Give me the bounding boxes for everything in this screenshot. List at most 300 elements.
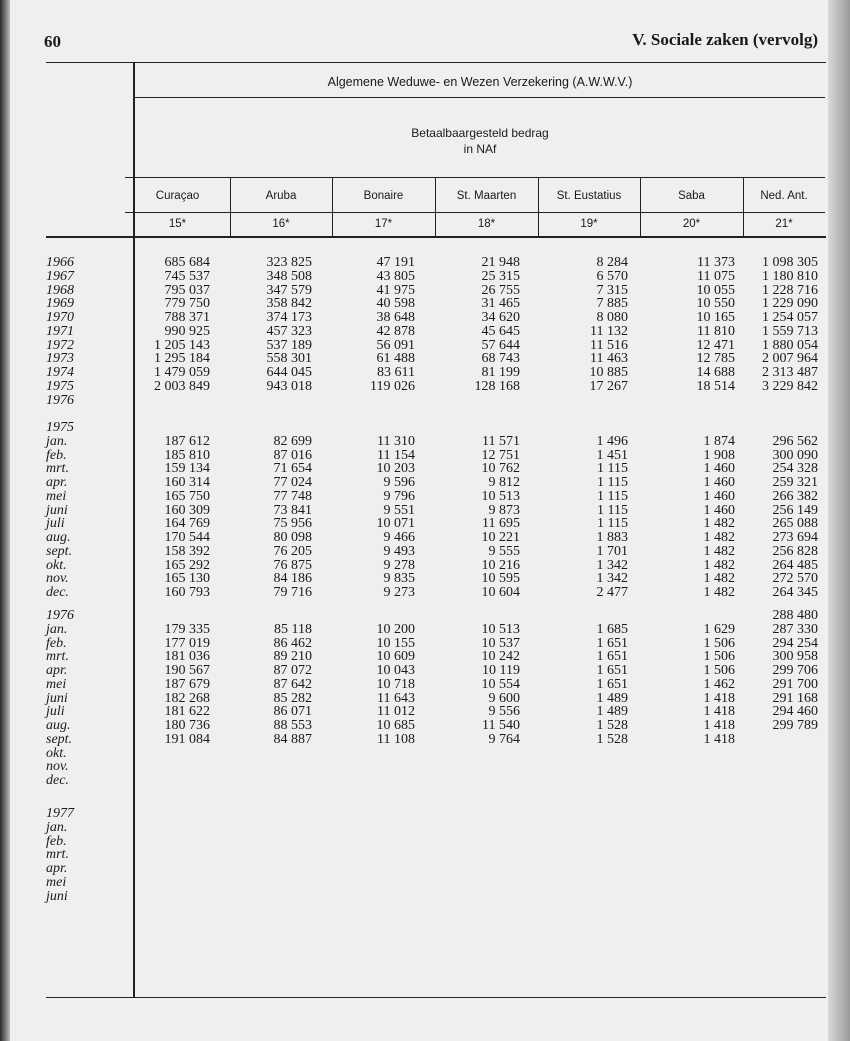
table-row xyxy=(0,559,850,573)
column-divider xyxy=(230,177,231,236)
cell-value: 299 789 xyxy=(772,718,818,733)
table-subtitle xyxy=(135,125,825,157)
cell-value: 10 119 xyxy=(482,663,520,678)
column-header-aruba: Aruba xyxy=(265,190,297,202)
row-label: dec. xyxy=(46,773,69,788)
table-row xyxy=(0,517,850,531)
column-number: 18* xyxy=(477,218,496,230)
row-label: 1974 xyxy=(46,365,74,380)
row-label: okt. xyxy=(46,557,67,573)
cell-value: 11 571 xyxy=(482,433,520,449)
cell-value: 164 769 xyxy=(164,516,210,532)
cell-value: 9 596 xyxy=(383,475,415,490)
cell-value: 9 873 xyxy=(488,502,520,518)
row-label: 1969 xyxy=(46,296,74,312)
table-row xyxy=(0,807,850,821)
cell-value: 10 221 xyxy=(481,530,520,545)
cell-value: 86 071 xyxy=(273,704,312,720)
cell-value: 41 975 xyxy=(376,282,415,298)
table-title: Algemene Weduwe- en Wezen Verzekering (A.W.W.V.) xyxy=(327,75,633,89)
cell-value: 347 579 xyxy=(266,282,312,298)
cell-value: 10 595 xyxy=(481,571,520,587)
cell-value: 2 007 964 xyxy=(762,351,818,367)
table-row xyxy=(0,650,850,664)
cell-value: 2 003 849 xyxy=(154,378,210,394)
cell-value: 87 016 xyxy=(273,447,312,463)
column-number: 17* xyxy=(374,218,393,230)
cell-value: 89 210 xyxy=(273,649,312,665)
cell-value: 1 115 xyxy=(597,475,628,490)
cell-value: 10 762 xyxy=(481,461,520,477)
row-label: feb. xyxy=(46,833,67,849)
cell-value: 795 037 xyxy=(164,282,210,298)
cell-value: 1 460 xyxy=(703,488,735,504)
cell-value: 56 091 xyxy=(376,337,415,353)
column-divider xyxy=(332,177,333,236)
cell-value: 685 684 xyxy=(164,255,210,270)
column-number: 16* xyxy=(272,218,290,230)
row-label: 1971 xyxy=(46,323,74,339)
row-label: sept. xyxy=(46,731,73,747)
table-row xyxy=(0,380,850,394)
cell-value: 259 321 xyxy=(772,475,818,490)
cell-value: 7 315 xyxy=(596,282,628,298)
cell-value: 272 570 xyxy=(772,571,818,587)
cell-value: 990 925 xyxy=(164,323,210,339)
cell-value: 11 012 xyxy=(377,704,415,720)
cell-value: 82 699 xyxy=(273,433,312,449)
cell-value: 3 229 842 xyxy=(762,378,818,394)
cell-value: 294 254 xyxy=(772,635,818,651)
table-row xyxy=(0,705,850,719)
cell-value: 42 878 xyxy=(376,323,415,339)
table-row xyxy=(0,637,850,651)
cell-value: 1 342 xyxy=(596,557,628,573)
cell-value: 1 651 xyxy=(596,676,628,692)
cell-value: 191 084 xyxy=(164,731,210,747)
cell-value: 1 880 054 xyxy=(762,337,818,353)
cell-value: 18 514 xyxy=(696,378,735,394)
cell-value: 10 685 xyxy=(376,718,415,733)
cell-value: 1 559 713 xyxy=(762,323,818,339)
cell-value: 128 168 xyxy=(474,378,520,394)
cell-value: 10 165 xyxy=(696,310,735,325)
subtitle-line-2: in NAf xyxy=(463,142,497,156)
cell-value: 165 292 xyxy=(164,557,210,573)
cell-value: 10 513 xyxy=(481,621,520,637)
row-label: 1975 xyxy=(46,420,74,435)
table-row xyxy=(0,876,850,890)
table-top-rule xyxy=(46,62,826,63)
row-label: juli xyxy=(46,516,65,532)
cell-value: 21 948 xyxy=(481,255,520,270)
cell-value: 1 908 xyxy=(703,447,735,463)
cell-value: 79 716 xyxy=(273,585,312,600)
table-row xyxy=(0,325,850,339)
table-row xyxy=(0,890,850,904)
cell-value: 264 485 xyxy=(772,557,818,573)
table-row xyxy=(0,311,850,325)
cell-value: 10 071 xyxy=(376,516,415,532)
row-label: mrt. xyxy=(46,847,69,863)
cell-value: 86 462 xyxy=(273,635,312,651)
cell-value: 7 885 xyxy=(596,296,628,312)
cell-value: 254 328 xyxy=(772,461,818,477)
cell-value: 358 842 xyxy=(266,296,312,312)
table-row xyxy=(0,821,850,835)
cell-value: 1 489 xyxy=(596,704,628,720)
cell-value: 11 154 xyxy=(377,447,415,463)
cell-value: 1 506 xyxy=(703,663,735,678)
row-label: feb. xyxy=(46,635,67,651)
cell-value: 11 810 xyxy=(697,323,735,339)
cell-value: 2 477 xyxy=(596,585,628,600)
cell-value: 287 330 xyxy=(772,621,818,637)
cell-value: 71 654 xyxy=(273,461,312,477)
cell-value: 88 553 xyxy=(273,718,312,733)
table-row xyxy=(0,270,850,284)
cell-value: 300 958 xyxy=(772,649,818,665)
row-label: mrt. xyxy=(46,649,69,665)
cell-value: 1 482 xyxy=(703,530,735,545)
cell-value: 457 323 xyxy=(266,323,312,339)
cell-value: 9 466 xyxy=(383,530,415,545)
table-row xyxy=(0,678,850,692)
cell-value: 26 755 xyxy=(481,282,520,298)
cell-value: 87 642 xyxy=(273,676,312,692)
cell-value: 265 088 xyxy=(772,516,818,532)
cell-value: 1 460 xyxy=(703,502,735,518)
cell-value: 68 743 xyxy=(481,351,520,367)
cell-value: 291 168 xyxy=(772,690,818,706)
cell-value: 9 273 xyxy=(383,585,415,600)
cell-value: 264 345 xyxy=(772,585,818,600)
row-label: 1968 xyxy=(46,282,74,298)
cell-value: 1 460 xyxy=(703,475,735,490)
cell-value: 1 482 xyxy=(703,557,735,573)
cell-value: 11 310 xyxy=(377,433,415,449)
cell-value: 1 418 xyxy=(703,690,735,706)
row-label: 1970 xyxy=(46,310,74,325)
column-header-st-eustatius: St. Eustatius xyxy=(556,190,622,202)
cell-value: 11 132 xyxy=(590,323,628,339)
cell-value: 1 229 090 xyxy=(762,296,818,312)
row-label: nov. xyxy=(46,571,69,587)
row-label: mei xyxy=(46,874,67,890)
cell-value: 187 679 xyxy=(164,676,210,692)
cell-value: 1 418 xyxy=(703,704,735,720)
cell-value: 76 205 xyxy=(273,543,312,559)
cell-value: 85 282 xyxy=(273,690,312,706)
table-row xyxy=(0,545,850,559)
cell-value: 745 537 xyxy=(164,268,210,284)
table-row xyxy=(0,435,850,449)
cell-value: 1 489 xyxy=(596,690,628,706)
cell-value: 2 313 487 xyxy=(762,365,818,380)
row-label: 1966 xyxy=(46,255,74,270)
column-header-saba: Saba xyxy=(678,190,705,202)
cell-value: 158 392 xyxy=(164,543,210,559)
cell-value: 273 694 xyxy=(772,530,818,545)
cell-value: 61 488 xyxy=(376,351,415,367)
row-label: mei xyxy=(46,488,67,504)
cell-value: 9 812 xyxy=(488,475,520,490)
cell-value: 1 115 xyxy=(597,488,628,504)
cell-value: 10 155 xyxy=(376,635,415,651)
cell-value: 185 810 xyxy=(164,447,210,463)
table-row xyxy=(0,760,850,774)
cell-value: 1 528 xyxy=(596,731,628,747)
row-label: 1973 xyxy=(46,351,74,367)
column-number: 15* xyxy=(168,218,187,230)
cell-value: 10 200 xyxy=(376,621,415,637)
cell-value: 300 090 xyxy=(772,447,818,463)
cell-value: 9 796 xyxy=(383,488,415,504)
cell-value: 12 785 xyxy=(696,351,735,367)
row-label: feb. xyxy=(46,447,67,463)
cell-value: 11 373 xyxy=(697,255,735,270)
row-label: mrt. xyxy=(46,461,69,477)
cell-value: 11 075 xyxy=(697,268,735,284)
cell-value: 256 149 xyxy=(772,502,818,518)
cell-value: 1 180 810 xyxy=(762,268,818,284)
table-row xyxy=(0,623,850,637)
cell-value: 1 115 xyxy=(597,461,628,477)
cell-value: 10 537 xyxy=(481,635,520,651)
cell-value: 25 315 xyxy=(481,268,520,284)
cell-value: 10 604 xyxy=(481,585,520,600)
table-row xyxy=(0,862,850,876)
cell-value: 181 622 xyxy=(164,704,210,720)
table-row xyxy=(0,421,850,435)
cell-value: 8 080 xyxy=(596,310,628,325)
table-row xyxy=(0,572,850,586)
column-divider xyxy=(743,177,744,236)
cell-value: 1 874 xyxy=(703,433,735,449)
cell-value: 1 685 xyxy=(596,621,628,637)
cell-value: 45 645 xyxy=(481,323,520,339)
cell-value: 323 825 xyxy=(266,255,312,270)
table-row xyxy=(0,692,850,706)
cell-value: 9 278 xyxy=(383,557,415,573)
cell-value: 9 835 xyxy=(383,571,415,587)
table-row xyxy=(0,297,850,311)
cell-value: 12 751 xyxy=(481,447,520,463)
row-label: apr. xyxy=(46,475,68,490)
cell-value: 17 267 xyxy=(589,378,628,394)
cell-value: 779 750 xyxy=(164,296,210,312)
table-row xyxy=(0,719,850,733)
cell-value: 160 793 xyxy=(164,585,210,600)
cell-value: 1 701 xyxy=(596,543,628,559)
table-row xyxy=(0,256,850,270)
cell-value: 10 242 xyxy=(481,649,520,665)
cell-value: 81 199 xyxy=(481,365,520,380)
cell-value: 1 418 xyxy=(703,731,735,747)
row-label: juni xyxy=(46,690,68,706)
cell-value: 76 875 xyxy=(273,557,312,573)
cell-value: 558 301 xyxy=(266,351,312,367)
cell-value: 9 493 xyxy=(383,543,415,559)
cell-value: 299 706 xyxy=(772,663,818,678)
header-rule-bottom xyxy=(46,236,826,238)
table-row xyxy=(0,449,850,463)
cell-value: 1 482 xyxy=(703,571,735,587)
cell-value: 10 885 xyxy=(589,365,628,380)
cell-value: 11 463 xyxy=(590,351,628,367)
cell-value: 9 551 xyxy=(383,502,415,518)
cell-value: 1 528 xyxy=(596,718,628,733)
cell-value: 75 956 xyxy=(273,516,312,532)
cell-value: 1 418 xyxy=(703,718,735,733)
cell-value: 57 644 xyxy=(481,337,520,353)
row-label: aug. xyxy=(46,718,71,733)
row-label: mei xyxy=(46,676,67,692)
cell-value: 165 130 xyxy=(164,571,210,587)
cell-value: 177 019 xyxy=(164,635,210,651)
row-label: aug. xyxy=(46,530,71,545)
cell-value: 943 018 xyxy=(266,378,312,394)
cell-value: 84 186 xyxy=(273,571,312,587)
table-bottom-rule xyxy=(46,997,826,998)
cell-value: 1 482 xyxy=(703,543,735,559)
subtitle-line-1: Betaalbaargesteld bedrag xyxy=(411,126,549,140)
cell-value: 6 570 xyxy=(596,268,628,284)
chapter-heading: V. Sociale zaken (vervolg) xyxy=(632,30,818,49)
cell-value: 119 026 xyxy=(370,378,415,394)
table-row xyxy=(0,747,850,761)
cell-value: 296 562 xyxy=(772,433,818,449)
cell-value: 12 471 xyxy=(696,337,735,353)
table-row xyxy=(0,352,850,366)
table-row xyxy=(0,504,850,518)
cell-value: 1 115 xyxy=(597,502,628,518)
cell-value: 47 191 xyxy=(376,255,415,270)
column-number: 19* xyxy=(580,218,598,230)
cell-value: 84 887 xyxy=(273,731,312,747)
row-label: juni xyxy=(46,502,68,518)
cell-value: 1 651 xyxy=(596,663,628,678)
table-row xyxy=(0,664,850,678)
cell-value: 256 828 xyxy=(772,543,818,559)
cell-value: 10 203 xyxy=(376,461,415,477)
cell-value: 160 309 xyxy=(164,502,210,518)
cell-value: 10 513 xyxy=(481,488,520,504)
cell-value: 159 134 xyxy=(164,461,210,477)
cell-value: 9 764 xyxy=(488,731,520,747)
cell-value: 187 612 xyxy=(164,433,210,449)
table-row xyxy=(0,835,850,849)
cell-value: 180 736 xyxy=(164,718,210,733)
cell-value: 1 479 059 xyxy=(154,365,210,380)
cell-value: 348 508 xyxy=(266,268,312,284)
row-label: 1975 xyxy=(46,378,74,394)
row-label: juli xyxy=(46,704,65,720)
cell-value: 190 567 xyxy=(164,663,210,678)
cell-value: 34 620 xyxy=(481,310,520,325)
cell-value: 1 462 xyxy=(703,676,735,692)
row-label: okt. xyxy=(46,745,67,761)
cell-value: 160 314 xyxy=(164,475,210,490)
column-header-cura-ao: Curaçao xyxy=(155,190,200,202)
cell-value: 288 480 xyxy=(772,608,818,623)
cell-value: 43 805 xyxy=(376,268,415,284)
cell-value: 83 611 xyxy=(377,365,415,380)
row-label: jan. xyxy=(46,819,68,835)
cell-value: 181 036 xyxy=(164,649,210,665)
cell-value: 182 268 xyxy=(164,690,210,706)
cell-value: 1 883 xyxy=(596,530,628,545)
cell-value: 1 098 305 xyxy=(762,255,818,270)
cell-value: 10 043 xyxy=(376,663,415,678)
row-label: 1976 xyxy=(46,608,74,623)
cell-value: 266 382 xyxy=(772,488,818,504)
cell-value: 170 544 xyxy=(164,530,210,545)
column-number: 20* xyxy=(682,218,701,230)
column-number: 21* xyxy=(775,218,793,230)
title-rule xyxy=(135,97,825,98)
column-divider xyxy=(435,177,436,236)
table-row xyxy=(0,462,850,476)
row-label: jan. xyxy=(46,433,68,449)
cell-value: 1 506 xyxy=(703,649,735,665)
cell-value: 31 465 xyxy=(481,296,520,312)
table-row xyxy=(0,733,850,747)
cell-value: 9 555 xyxy=(488,543,520,559)
cell-value: 1 115 xyxy=(597,516,628,532)
cell-value: 8 284 xyxy=(596,255,628,270)
cell-value: 1 651 xyxy=(596,649,628,665)
table-row xyxy=(0,366,850,380)
cell-value: 9 556 xyxy=(488,704,520,720)
cell-value: 38 648 xyxy=(376,310,415,325)
cell-value: 1 451 xyxy=(596,447,628,463)
row-label: juni xyxy=(46,888,68,904)
cell-value: 11 516 xyxy=(590,337,628,353)
cell-value: 788 371 xyxy=(164,310,210,325)
cell-value: 11 540 xyxy=(482,718,520,733)
row-label: 1967 xyxy=(46,268,74,284)
cell-value: 1 228 716 xyxy=(762,282,818,298)
column-divider xyxy=(538,177,539,236)
cell-value: 1 460 xyxy=(703,461,735,477)
page-number: 60 xyxy=(44,32,61,51)
cell-value: 40 598 xyxy=(376,296,415,312)
table-row xyxy=(0,609,850,623)
table-row xyxy=(0,490,850,504)
row-label: 1977 xyxy=(46,806,74,821)
cell-value: 1 651 xyxy=(596,635,628,651)
cell-value: 10 550 xyxy=(696,296,735,312)
table-row xyxy=(0,476,850,490)
cell-value: 179 335 xyxy=(164,621,210,637)
cell-value: 11 643 xyxy=(377,690,415,706)
table-row xyxy=(0,774,850,788)
cell-value: 1 496 xyxy=(596,433,628,449)
cell-value: 1 482 xyxy=(703,585,735,600)
cell-value: 374 173 xyxy=(266,310,312,325)
cell-value: 1 629 xyxy=(703,621,735,637)
cell-value: 10 055 xyxy=(696,282,735,298)
column-divider xyxy=(640,177,641,236)
column-header-st-maarten: St. Maarten xyxy=(456,190,517,202)
cell-value: 1 295 184 xyxy=(154,351,210,367)
cell-value: 1 482 xyxy=(703,516,735,532)
cell-value: 87 072 xyxy=(273,663,312,678)
column-header-bonaire: Bonaire xyxy=(363,190,404,202)
row-label: jan. xyxy=(46,621,68,637)
cell-value: 1 506 xyxy=(703,635,735,651)
